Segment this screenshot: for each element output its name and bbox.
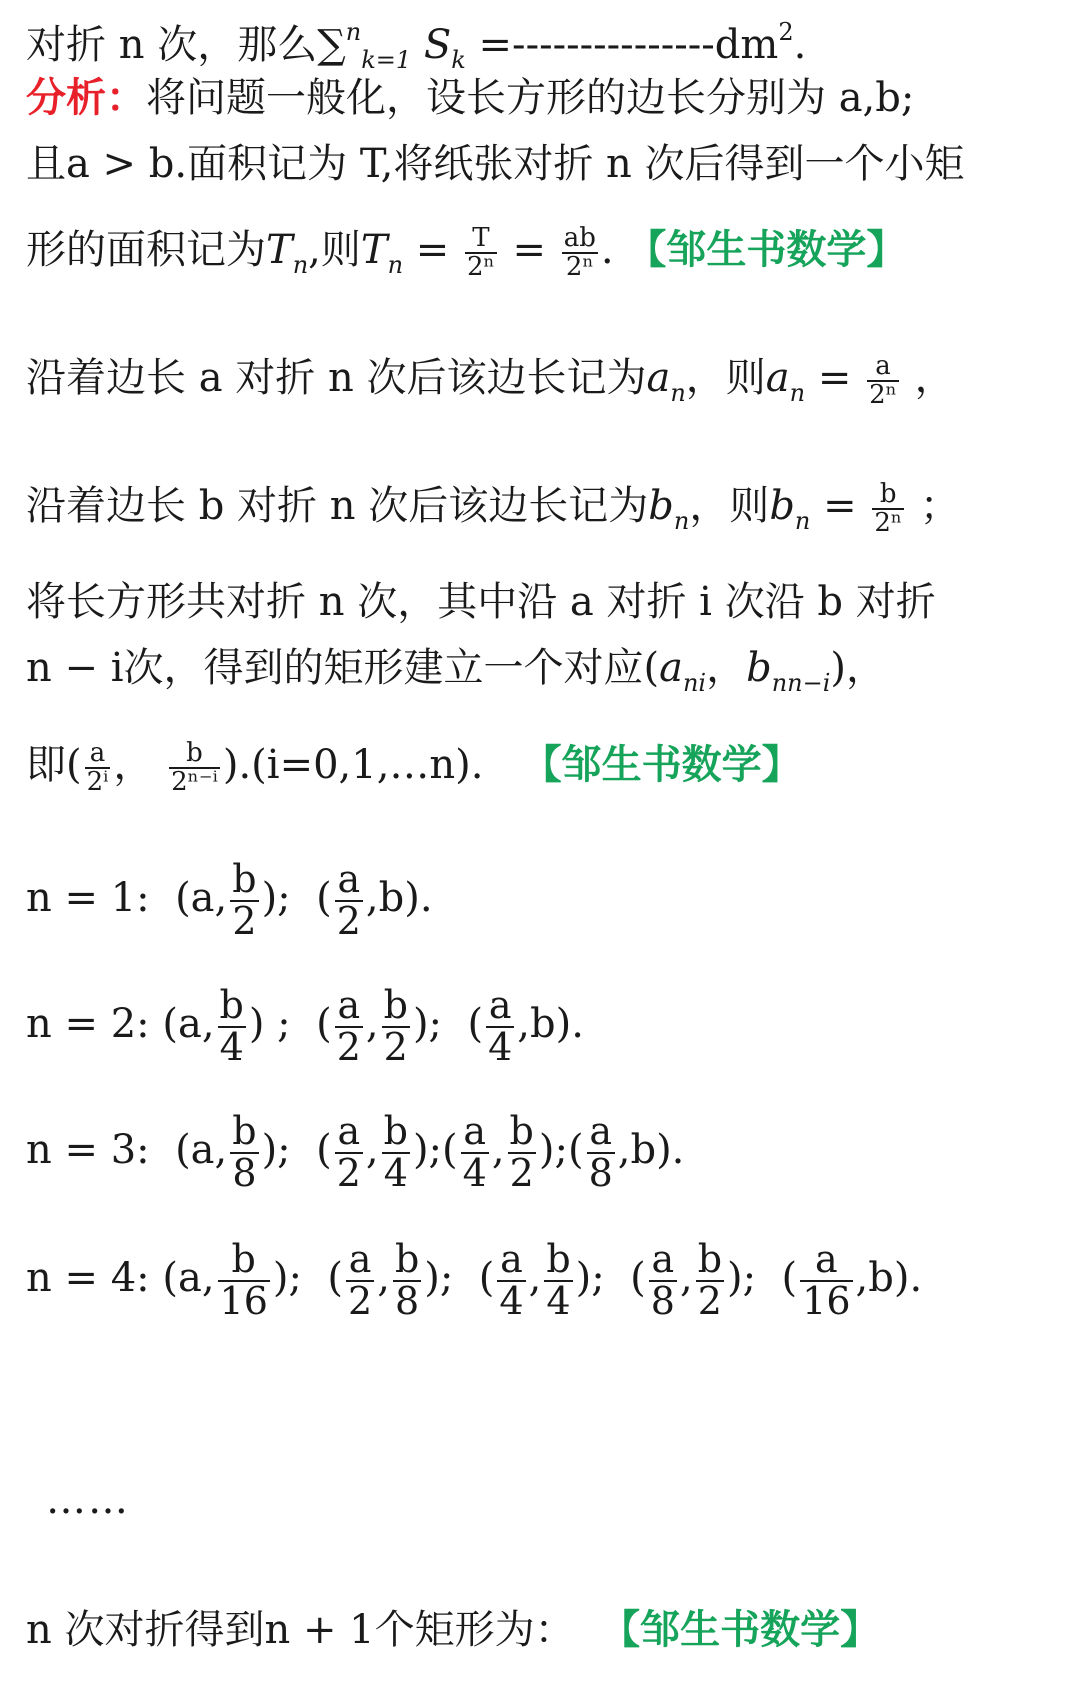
case-n2: n = 2: (a, $\frac{b}{4}$ ) ; ( $\frac{a}{2}$ , $\frac{b}{2}$ ); ( $\frac{a}{4}$ ,b). (26, 983, 584, 1069)
ellipsis: …… (46, 1477, 130, 1523)
fraction: $\frac{ab}{\text{2ⁿ}}$ (563, 222, 596, 282)
fraction: $\frac{b}{16}$ (219, 1237, 268, 1323)
fraction: $\frac{b}{2}$ (697, 1237, 723, 1323)
fraction: $\frac{a}{16}$ (802, 1237, 851, 1323)
fraction: $\frac{a}{4}$ (462, 1109, 487, 1195)
fraction: $\frac{a}{2}$ (336, 857, 361, 943)
source-tag: 【邹生书数学】 (521, 741, 802, 788)
fraction: $\frac{a}{4}$ (488, 983, 513, 1069)
fraction: $\frac{a}{2}$ (336, 1109, 361, 1195)
fraction: $\frac{b}{4}$ (383, 1109, 408, 1195)
pair-formula-line: 即( $\frac{a}{\text{2ⁱ}}$ ， $\frac{b}{\text{2ⁿ⁻ⁱ}}$ ).(i=0,1,…n). 【邹生书数学】 (26, 737, 802, 797)
fraction: $\frac{b}{8}$ (394, 1237, 420, 1323)
analysis-label: 分析： (26, 74, 146, 121)
area-line: 形的面积记为$T_n$,则$T_n$ = $\frac{T}{\text{2ⁿ}}$ = $\frac{ab}{\text{2ⁿ}}$ . 【邹生书数学】 (26, 222, 907, 282)
fraction: $\frac{a}{4}$ (499, 1237, 524, 1323)
side-b-line: 沿着边长 b 对折 n 次后该边长记为$b_n$，则$b_n$ = $\frac{b}{\text{2ⁿ}}$ ； (26, 478, 960, 538)
fraction: $\frac{a}{2}$ (348, 1237, 373, 1323)
case-n4: n = 4: (a, $\frac{b}{16}$ ); ( $\frac{a}{2}$ , $\frac{b}{8}$ ); ( $\frac{a}{4}$ , $\frac{b}{4}$ ); ( $\frac{a}{8}$ , $\frac{b}{2}$ ); ( $\frac{a}{16}$ ,b). (26, 1237, 923, 1323)
last-line: n 次对折得到n + 1个矩形为： 【邹生书数学】 (26, 1606, 881, 1653)
line-1: 对折 n 次，那么∑$^n_{k=1}$ $S_k =---------------dm^2$. (26, 18, 807, 74)
fraction: $\frac{a}{8}$ (588, 1109, 613, 1195)
case-n3: n = 3: (a, $\frac{b}{8}$ ); ( $\frac{a}{2}$ , $\frac{b}{4}$ );( $\frac{a}{4}$ , $\frac{b}{2}$ );( $\frac{a}{8}$ ,b). (26, 1109, 685, 1195)
line-3: 且a > b.面积记为 T,将纸张对折 n 次后得到一个小矩 (26, 141, 965, 187)
fraction: $\frac{b}{4}$ (219, 983, 244, 1069)
analysis-line: 分析：将问题一般化，设长方形的边长分别为 a,b; (26, 74, 915, 121)
fraction: $\frac{T}{\text{2ⁿ}}$ (466, 222, 495, 282)
side-a-line: 沿着边长 a 对折 n 次后该边长记为$a_n$，则$a_n$ = $\frac{a}{\text{2ⁿ}}$ ， (26, 350, 955, 410)
fraction: $\frac{b}{\text{2ⁿ⁻ⁱ}}$ (171, 737, 218, 797)
fraction: $\frac{a}{\text{2ⁱ}}$ (86, 737, 109, 797)
fraction: $\frac{b}{8}$ (232, 1109, 257, 1195)
fraction: $\frac{b}{\text{2ⁿ}}$ (874, 478, 903, 538)
fraction: $\frac{a}{\text{2ⁿ}}$ (869, 350, 897, 410)
fraction: $\frac{a}{8}$ (650, 1237, 675, 1323)
fraction: $\frac{a}{2}$ (336, 983, 361, 1069)
fraction: $\frac{b}{2}$ (509, 1109, 534, 1195)
fraction: $\frac{b}{2}$ (232, 857, 257, 943)
source-tag: 【邹生书数学】 (626, 226, 907, 273)
correspondence-line: n − i次，得到的矩形建立一个对应($a_{ni}$，$b_{nn-i}$)， (26, 645, 887, 697)
fraction: $\frac{b}{4}$ (546, 1237, 571, 1323)
source-tag: 【邹生书数学】 (600, 1606, 881, 1653)
line-7: 将长方形共对折 n 次，其中沿 a 对折 i 次沿 b 对折 (26, 579, 936, 625)
case-n1: n = 1: (a, $\frac{b}{2}$ ); ( $\frac{a}{2}$ ,b). (26, 857, 433, 943)
fraction: $\frac{b}{2}$ (383, 983, 408, 1069)
